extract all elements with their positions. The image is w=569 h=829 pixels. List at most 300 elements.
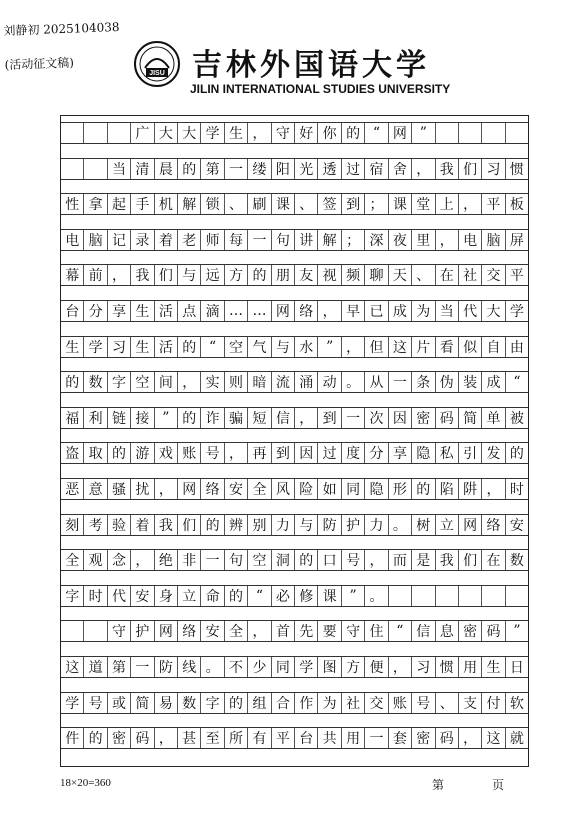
grid-cell: 从 bbox=[365, 372, 388, 392]
grid-cell: 非 bbox=[178, 550, 201, 570]
grid-cell: 电 bbox=[459, 230, 482, 250]
grid-cell: 守 bbox=[108, 621, 131, 641]
grid-cell: 共 bbox=[318, 728, 341, 748]
grid-cell: 第 bbox=[201, 159, 224, 179]
grid-cell: ， bbox=[412, 159, 435, 179]
grid-cell bbox=[84, 159, 107, 179]
grid-cell: 们 bbox=[155, 265, 178, 285]
grid-cell: 甚 bbox=[178, 728, 201, 748]
grid-cell: 用 bbox=[459, 657, 482, 677]
grid-cell: 的 bbox=[509, 446, 524, 463]
grid-cell: 码 bbox=[436, 728, 459, 748]
submission-type-note: (活动征文稿) bbox=[4, 55, 75, 73]
grid-cell: 安 bbox=[509, 517, 524, 534]
grid-cell: 一 bbox=[342, 408, 365, 428]
grid-cell: 因 bbox=[389, 408, 412, 428]
grid-cell: 视 bbox=[318, 265, 341, 285]
grid-cell: 验 bbox=[108, 515, 131, 535]
essay-grid-paper bbox=[60, 115, 529, 767]
grid-cell: 码 bbox=[131, 728, 154, 748]
grid-cell: 恶 bbox=[61, 479, 84, 499]
grid-cell: 字 bbox=[201, 693, 224, 713]
grid-cell: 合 bbox=[272, 693, 295, 713]
grid-cell: 光 bbox=[295, 159, 318, 179]
grid-cell: 戏 bbox=[155, 443, 178, 463]
grid-cell: 、 bbox=[225, 194, 248, 214]
grid-cell: 方 bbox=[225, 265, 248, 285]
grid-cell: 由 bbox=[509, 339, 524, 356]
grid-cell: 日 bbox=[509, 660, 524, 676]
grid-cell: 形 bbox=[389, 479, 412, 499]
grid-cell: 机 bbox=[155, 194, 178, 214]
grid-cell: 有 bbox=[248, 728, 271, 748]
grid-cell: 脑 bbox=[84, 230, 107, 250]
grid-cell: 游 bbox=[131, 443, 154, 463]
grid-cell: 深 bbox=[365, 230, 388, 250]
grid-cell: 们 bbox=[178, 515, 201, 535]
grid-cell: 如 bbox=[318, 479, 341, 499]
grid-cell: 刷 bbox=[248, 194, 271, 214]
grid-cell: 前 bbox=[84, 265, 107, 285]
grid-cell: 与 bbox=[178, 265, 201, 285]
grid-cell: 图 bbox=[318, 657, 341, 677]
grid-cell: 码 bbox=[436, 408, 459, 428]
grid-cell bbox=[459, 123, 482, 143]
grid-cell: 字 bbox=[108, 372, 131, 392]
grid-cell: 与 bbox=[272, 337, 295, 357]
grid-cell: 空 bbox=[225, 337, 248, 357]
grid-cell: 为 bbox=[318, 693, 341, 713]
grid-cell: 习 bbox=[412, 657, 435, 677]
grid-cell: 或 bbox=[108, 693, 131, 713]
grid-cell: 而 bbox=[389, 550, 412, 570]
grid-cell: 络 bbox=[178, 621, 201, 641]
grid-cell: 与 bbox=[295, 515, 318, 535]
grid-cell: ， bbox=[436, 230, 459, 250]
grid-cell bbox=[436, 123, 459, 143]
grid-cell: 学 bbox=[509, 304, 524, 320]
grid-cell: 天 bbox=[389, 265, 412, 285]
grid-cell: 阱 bbox=[459, 479, 482, 499]
grid-cell: 已 bbox=[365, 301, 388, 321]
school-name-chinese: 吉林外国语大学 bbox=[192, 48, 430, 83]
grid-cell: 数 bbox=[509, 553, 524, 570]
grid-cell: 网 bbox=[459, 515, 482, 535]
grid-cell: 网 bbox=[178, 479, 201, 499]
grid-cell: ， bbox=[248, 621, 271, 641]
grid-cell bbox=[61, 159, 84, 179]
grid-cell: 隐 bbox=[412, 443, 435, 463]
grid-cell: 账 bbox=[389, 693, 412, 713]
grid-cell: 代 bbox=[108, 586, 131, 606]
grid-cell: 修 bbox=[295, 586, 318, 606]
grid-cell: … bbox=[225, 301, 248, 321]
grid-cell: 到 bbox=[342, 194, 365, 214]
essay-row bbox=[61, 229, 528, 251]
grid-cell: 透 bbox=[318, 159, 341, 179]
grid-cell: 利 bbox=[84, 408, 107, 428]
grid-cell: ， bbox=[178, 372, 201, 392]
grid-cell: 社 bbox=[459, 265, 482, 285]
grid-cell: ” bbox=[412, 123, 435, 143]
grid-cell: 口 bbox=[318, 550, 341, 570]
grid-cell: 性 bbox=[61, 194, 84, 214]
grid-cell: 度 bbox=[342, 443, 365, 463]
grid-cell: 解 bbox=[178, 194, 201, 214]
grid-cell: 发 bbox=[482, 443, 505, 463]
grid-cell: 我 bbox=[436, 159, 459, 179]
grid-cell: 缕 bbox=[248, 159, 271, 179]
grid-cell: 句 bbox=[272, 230, 295, 250]
grid-cell: 讲 bbox=[295, 230, 318, 250]
grid-cell: 社 bbox=[342, 693, 365, 713]
grid-cell: 立 bbox=[178, 586, 201, 606]
grid-cell: 辨 bbox=[225, 515, 248, 535]
grid-cell: 链 bbox=[108, 408, 131, 428]
grid-cell: 在 bbox=[482, 550, 505, 570]
grid-cell: … bbox=[248, 301, 271, 321]
grid-cell: 护 bbox=[342, 515, 365, 535]
grid-cell: 广 bbox=[131, 123, 154, 143]
grid-cell: ， bbox=[459, 194, 482, 214]
grid-cell: 惯 bbox=[436, 657, 459, 677]
grid-cell: 代 bbox=[459, 301, 482, 321]
grid-cell: 装 bbox=[459, 372, 482, 392]
grid-cell: “ bbox=[248, 586, 271, 606]
grid-cell: 单 bbox=[482, 408, 505, 428]
grid-cell: 当 bbox=[436, 301, 459, 321]
grid-cell: 因 bbox=[295, 443, 318, 463]
grid-cell: 好 bbox=[295, 123, 318, 143]
grid-cell: 密 bbox=[412, 728, 435, 748]
grid-cell: 这 bbox=[61, 657, 84, 677]
grid-cell: 私 bbox=[436, 443, 459, 463]
grid-cell: ， bbox=[342, 337, 365, 357]
essay-row bbox=[61, 478, 528, 500]
grid-cell bbox=[482, 586, 505, 606]
grid-cell bbox=[412, 586, 435, 606]
grid-cell: “ bbox=[201, 337, 224, 357]
grid-cell: 动 bbox=[318, 372, 341, 392]
grid-cell: “ bbox=[513, 374, 521, 391]
grid-cell bbox=[436, 586, 459, 606]
grid-cell: 险 bbox=[295, 479, 318, 499]
grid-cell: 密 bbox=[459, 621, 482, 641]
grid-cell: 我 bbox=[436, 550, 459, 570]
grid-cell: 短 bbox=[248, 408, 271, 428]
grid-cell: 陷 bbox=[436, 479, 459, 499]
grid-cell bbox=[459, 586, 482, 606]
grid-cell: 组 bbox=[248, 693, 271, 713]
grid-cell: 的 bbox=[61, 372, 84, 392]
essay-row bbox=[61, 193, 528, 215]
grid-cell: ” bbox=[155, 408, 178, 428]
grid-cell: 取 bbox=[84, 443, 107, 463]
grid-cell: 的 bbox=[225, 586, 248, 606]
grid-cell: 过 bbox=[318, 443, 341, 463]
grid-cell: 着 bbox=[155, 230, 178, 250]
grid-cell: 你 bbox=[318, 123, 341, 143]
grid-cell: 每 bbox=[225, 230, 248, 250]
grid-cell: 生 bbox=[61, 337, 84, 357]
grid-cell: 频 bbox=[342, 265, 365, 285]
grid-cell: 数 bbox=[84, 372, 107, 392]
grid-cell: 到 bbox=[318, 408, 341, 428]
grid-cell: 晨 bbox=[155, 159, 178, 179]
grid-cell: 全 bbox=[225, 621, 248, 641]
grid-cell: 伪 bbox=[436, 372, 459, 392]
grid-cell: 。 bbox=[201, 657, 224, 677]
grid-cell: 这 bbox=[482, 728, 505, 748]
grid-cell: 学 bbox=[295, 657, 318, 677]
grid-cell bbox=[506, 123, 528, 143]
grid-cell: 络 bbox=[482, 515, 505, 535]
grid-cell: 支 bbox=[459, 693, 482, 713]
grid-cell: 到 bbox=[272, 443, 295, 463]
grid-cell bbox=[108, 123, 131, 143]
grid-cell: 少 bbox=[248, 657, 271, 677]
grid-cell: “ bbox=[365, 123, 388, 143]
grid-cell: 洞 bbox=[272, 550, 295, 570]
grid-cell: 台 bbox=[61, 301, 84, 321]
grid-cell: 片 bbox=[412, 337, 435, 357]
grid-cell: ” bbox=[513, 623, 521, 640]
grid-cell: 的 bbox=[295, 550, 318, 570]
grid-cell bbox=[506, 586, 528, 606]
grid-cell: 。 bbox=[342, 372, 365, 392]
grid-cell: 刻 bbox=[61, 515, 84, 535]
grid-cell: 身 bbox=[155, 586, 178, 606]
page-number-label bbox=[432, 776, 504, 793]
grid-cell: 间 bbox=[155, 372, 178, 392]
grid-cell: 的 bbox=[412, 479, 435, 499]
grid-cell: 时 bbox=[84, 586, 107, 606]
grid-cell: 安 bbox=[131, 586, 154, 606]
grid-cell: 首 bbox=[272, 621, 295, 641]
grid-cell: 密 bbox=[412, 408, 435, 428]
grid-cell: 立 bbox=[436, 515, 459, 535]
grid-cell: 我 bbox=[155, 515, 178, 535]
grid-cell: 阳 bbox=[272, 159, 295, 179]
grid-cell: 骗 bbox=[225, 408, 248, 428]
grid-cell: 成 bbox=[389, 301, 412, 321]
grid-cell: 息 bbox=[436, 621, 459, 641]
grid-cell: ， bbox=[482, 479, 505, 499]
grid-cell: 。 bbox=[365, 586, 388, 606]
essay-row bbox=[61, 585, 528, 607]
grid-cell: 、 bbox=[412, 265, 435, 285]
author-name-id: 刘静初 2025104038 bbox=[3, 19, 120, 39]
grid-cell: 一 bbox=[389, 372, 412, 392]
grid-cell: 盗 bbox=[61, 443, 84, 463]
essay-row bbox=[61, 122, 528, 144]
grid-cell: 的 bbox=[178, 337, 201, 357]
essay-row bbox=[61, 158, 528, 180]
grid-cell: 看 bbox=[436, 337, 459, 357]
grid-cell: 别 bbox=[248, 515, 271, 535]
grid-cell: 们 bbox=[459, 550, 482, 570]
grid-cell: 住 bbox=[365, 621, 388, 641]
grid-cell: 的 bbox=[201, 515, 224, 535]
grid-cell: 不 bbox=[225, 657, 248, 677]
grid-cell: “ bbox=[389, 621, 412, 641]
grid-cell: 骚 bbox=[108, 479, 131, 499]
grid-cell: 安 bbox=[201, 621, 224, 641]
grid-cell: 的 bbox=[225, 693, 248, 713]
grid-cell: 绝 bbox=[155, 550, 178, 570]
grid-cell: 这 bbox=[389, 337, 412, 357]
grid-cell: 锁 bbox=[201, 194, 224, 214]
grid-cell: 网 bbox=[272, 301, 295, 321]
essay-row bbox=[61, 620, 528, 642]
grid-cell: 次 bbox=[365, 408, 388, 428]
grid-cell: 似 bbox=[459, 337, 482, 357]
grid-cell: 分 bbox=[365, 443, 388, 463]
grid-cell: 号 bbox=[84, 693, 107, 713]
grid-cell: 扰 bbox=[131, 479, 154, 499]
grid-cell: 络 bbox=[201, 479, 224, 499]
handwritten-author-note bbox=[3, 20, 121, 72]
grid-cell: 全 bbox=[61, 550, 84, 570]
grid-cell: 学 bbox=[61, 693, 84, 713]
grid-cell: 守 bbox=[342, 621, 365, 641]
grid-cell: 的 bbox=[248, 265, 271, 285]
grid-cell: 密 bbox=[108, 728, 131, 748]
grid-cell: 号 bbox=[412, 693, 435, 713]
grid-cell: 防 bbox=[155, 657, 178, 677]
grid-cell: 滴 bbox=[201, 301, 224, 321]
grid-cell: 涌 bbox=[295, 372, 318, 392]
grid-cell: 福 bbox=[61, 408, 84, 428]
grid-cell: 账 bbox=[178, 443, 201, 463]
essay-row bbox=[61, 264, 528, 286]
grid-cell: 习 bbox=[108, 337, 131, 357]
grid-cell: ， bbox=[108, 265, 131, 285]
grid-cell: 付 bbox=[482, 693, 505, 713]
grid-cell: 屏 bbox=[509, 232, 524, 249]
grid-cell: 作 bbox=[295, 693, 318, 713]
grid-cell: 同 bbox=[272, 657, 295, 677]
grid-cell: 的 bbox=[84, 728, 107, 748]
grid-cell: 享 bbox=[389, 443, 412, 463]
grid-cell bbox=[84, 621, 107, 641]
grid-cell: 意 bbox=[84, 479, 107, 499]
grid-cell: ， bbox=[365, 550, 388, 570]
grid-cell: 一 bbox=[201, 550, 224, 570]
essay-row bbox=[61, 336, 528, 358]
grid-cell: 生 bbox=[225, 123, 248, 143]
grid-cell: 交 bbox=[482, 265, 505, 285]
grid-cell: 分 bbox=[84, 301, 107, 321]
grid-cell: 就 bbox=[509, 731, 524, 748]
grid-cell: 第 bbox=[108, 657, 131, 677]
school-name-english: JILIN INTERNATIONAL STUDIES UNIVERSITY bbox=[190, 82, 451, 96]
grid-cell: 守 bbox=[272, 123, 295, 143]
grid-cell: 方 bbox=[342, 657, 365, 677]
grid-cell: 舍 bbox=[389, 159, 412, 179]
grid-cell: 、 bbox=[436, 693, 459, 713]
grid-cell: ” bbox=[318, 337, 341, 357]
grid-cell: 则 bbox=[225, 372, 248, 392]
grid-cell: 易 bbox=[155, 693, 178, 713]
grid-cell: 习 bbox=[482, 159, 505, 179]
grid-cell: 的 bbox=[178, 408, 201, 428]
grid-cell: 清 bbox=[131, 159, 154, 179]
university-logo-icon bbox=[133, 40, 181, 88]
grid-cell: 件 bbox=[61, 728, 84, 748]
grid-cell: 电 bbox=[61, 230, 84, 250]
grid-cell: 的 bbox=[178, 159, 201, 179]
grid-cell: 树 bbox=[412, 515, 435, 535]
grid-cell: 网 bbox=[389, 123, 412, 143]
grid-cell: 必 bbox=[272, 586, 295, 606]
grid-cell: ” bbox=[342, 586, 365, 606]
grid-cell: 数 bbox=[178, 693, 201, 713]
grid-cell: 板 bbox=[509, 197, 524, 214]
grid-cell: 气 bbox=[248, 337, 271, 357]
grid-cell: 暗 bbox=[248, 372, 271, 392]
grid-cell: 。 bbox=[389, 515, 412, 535]
grid-cell: 简 bbox=[131, 693, 154, 713]
essay-row bbox=[61, 371, 528, 393]
grid-cell: 点 bbox=[178, 301, 201, 321]
grid-cell: 号 bbox=[201, 443, 224, 463]
grid-cell: 诈 bbox=[201, 408, 224, 428]
grid-cell: 解 bbox=[318, 230, 341, 250]
grid-cell: 空 bbox=[131, 372, 154, 392]
essay-row bbox=[61, 549, 528, 571]
grid-cell: 享 bbox=[108, 301, 131, 321]
grid-cell bbox=[61, 123, 84, 143]
grid-cell: 拿 bbox=[84, 194, 107, 214]
grid-cell: 络 bbox=[295, 301, 318, 321]
grid-cell: 便 bbox=[365, 657, 388, 677]
grid-cell: 全 bbox=[248, 479, 271, 499]
grid-cell: 一 bbox=[131, 657, 154, 677]
grid-cell: 力 bbox=[365, 515, 388, 535]
grid-cell: ， bbox=[155, 728, 178, 748]
grid-cell: 号 bbox=[342, 550, 365, 570]
grid-cell: 脑 bbox=[482, 230, 505, 250]
grid-cell: 活 bbox=[155, 337, 178, 357]
essay-row bbox=[61, 727, 528, 749]
grid-cell: 在 bbox=[436, 265, 459, 285]
grid-cell: 一 bbox=[248, 230, 271, 250]
grid-cell: 接 bbox=[131, 408, 154, 428]
grid-cell: 堂 bbox=[412, 194, 435, 214]
grid-cell: 一 bbox=[365, 728, 388, 748]
grid-cell: 引 bbox=[459, 443, 482, 463]
grid-cell: 的 bbox=[108, 443, 131, 463]
grid-cell: 至 bbox=[201, 728, 224, 748]
grid-cell: 交 bbox=[365, 693, 388, 713]
grid-cell: 记 bbox=[108, 230, 131, 250]
grid-cell: ， bbox=[389, 657, 412, 677]
grid-cell: ， bbox=[225, 443, 248, 463]
grid-cell: 网 bbox=[155, 621, 178, 641]
grid-cell: 我 bbox=[131, 265, 154, 285]
grid-cell: 过 bbox=[342, 159, 365, 179]
grid-cell: 先 bbox=[295, 621, 318, 641]
grid-cell: 当 bbox=[108, 159, 131, 179]
page-label-left: 第 bbox=[432, 778, 445, 792]
grid-cell: 所 bbox=[225, 728, 248, 748]
grid-cell: 句 bbox=[225, 550, 248, 570]
grid-cell: 为 bbox=[412, 301, 435, 321]
grid-cell bbox=[482, 123, 505, 143]
logo-text: JISU bbox=[149, 70, 165, 77]
grid-cell: 朋 bbox=[272, 265, 295, 285]
